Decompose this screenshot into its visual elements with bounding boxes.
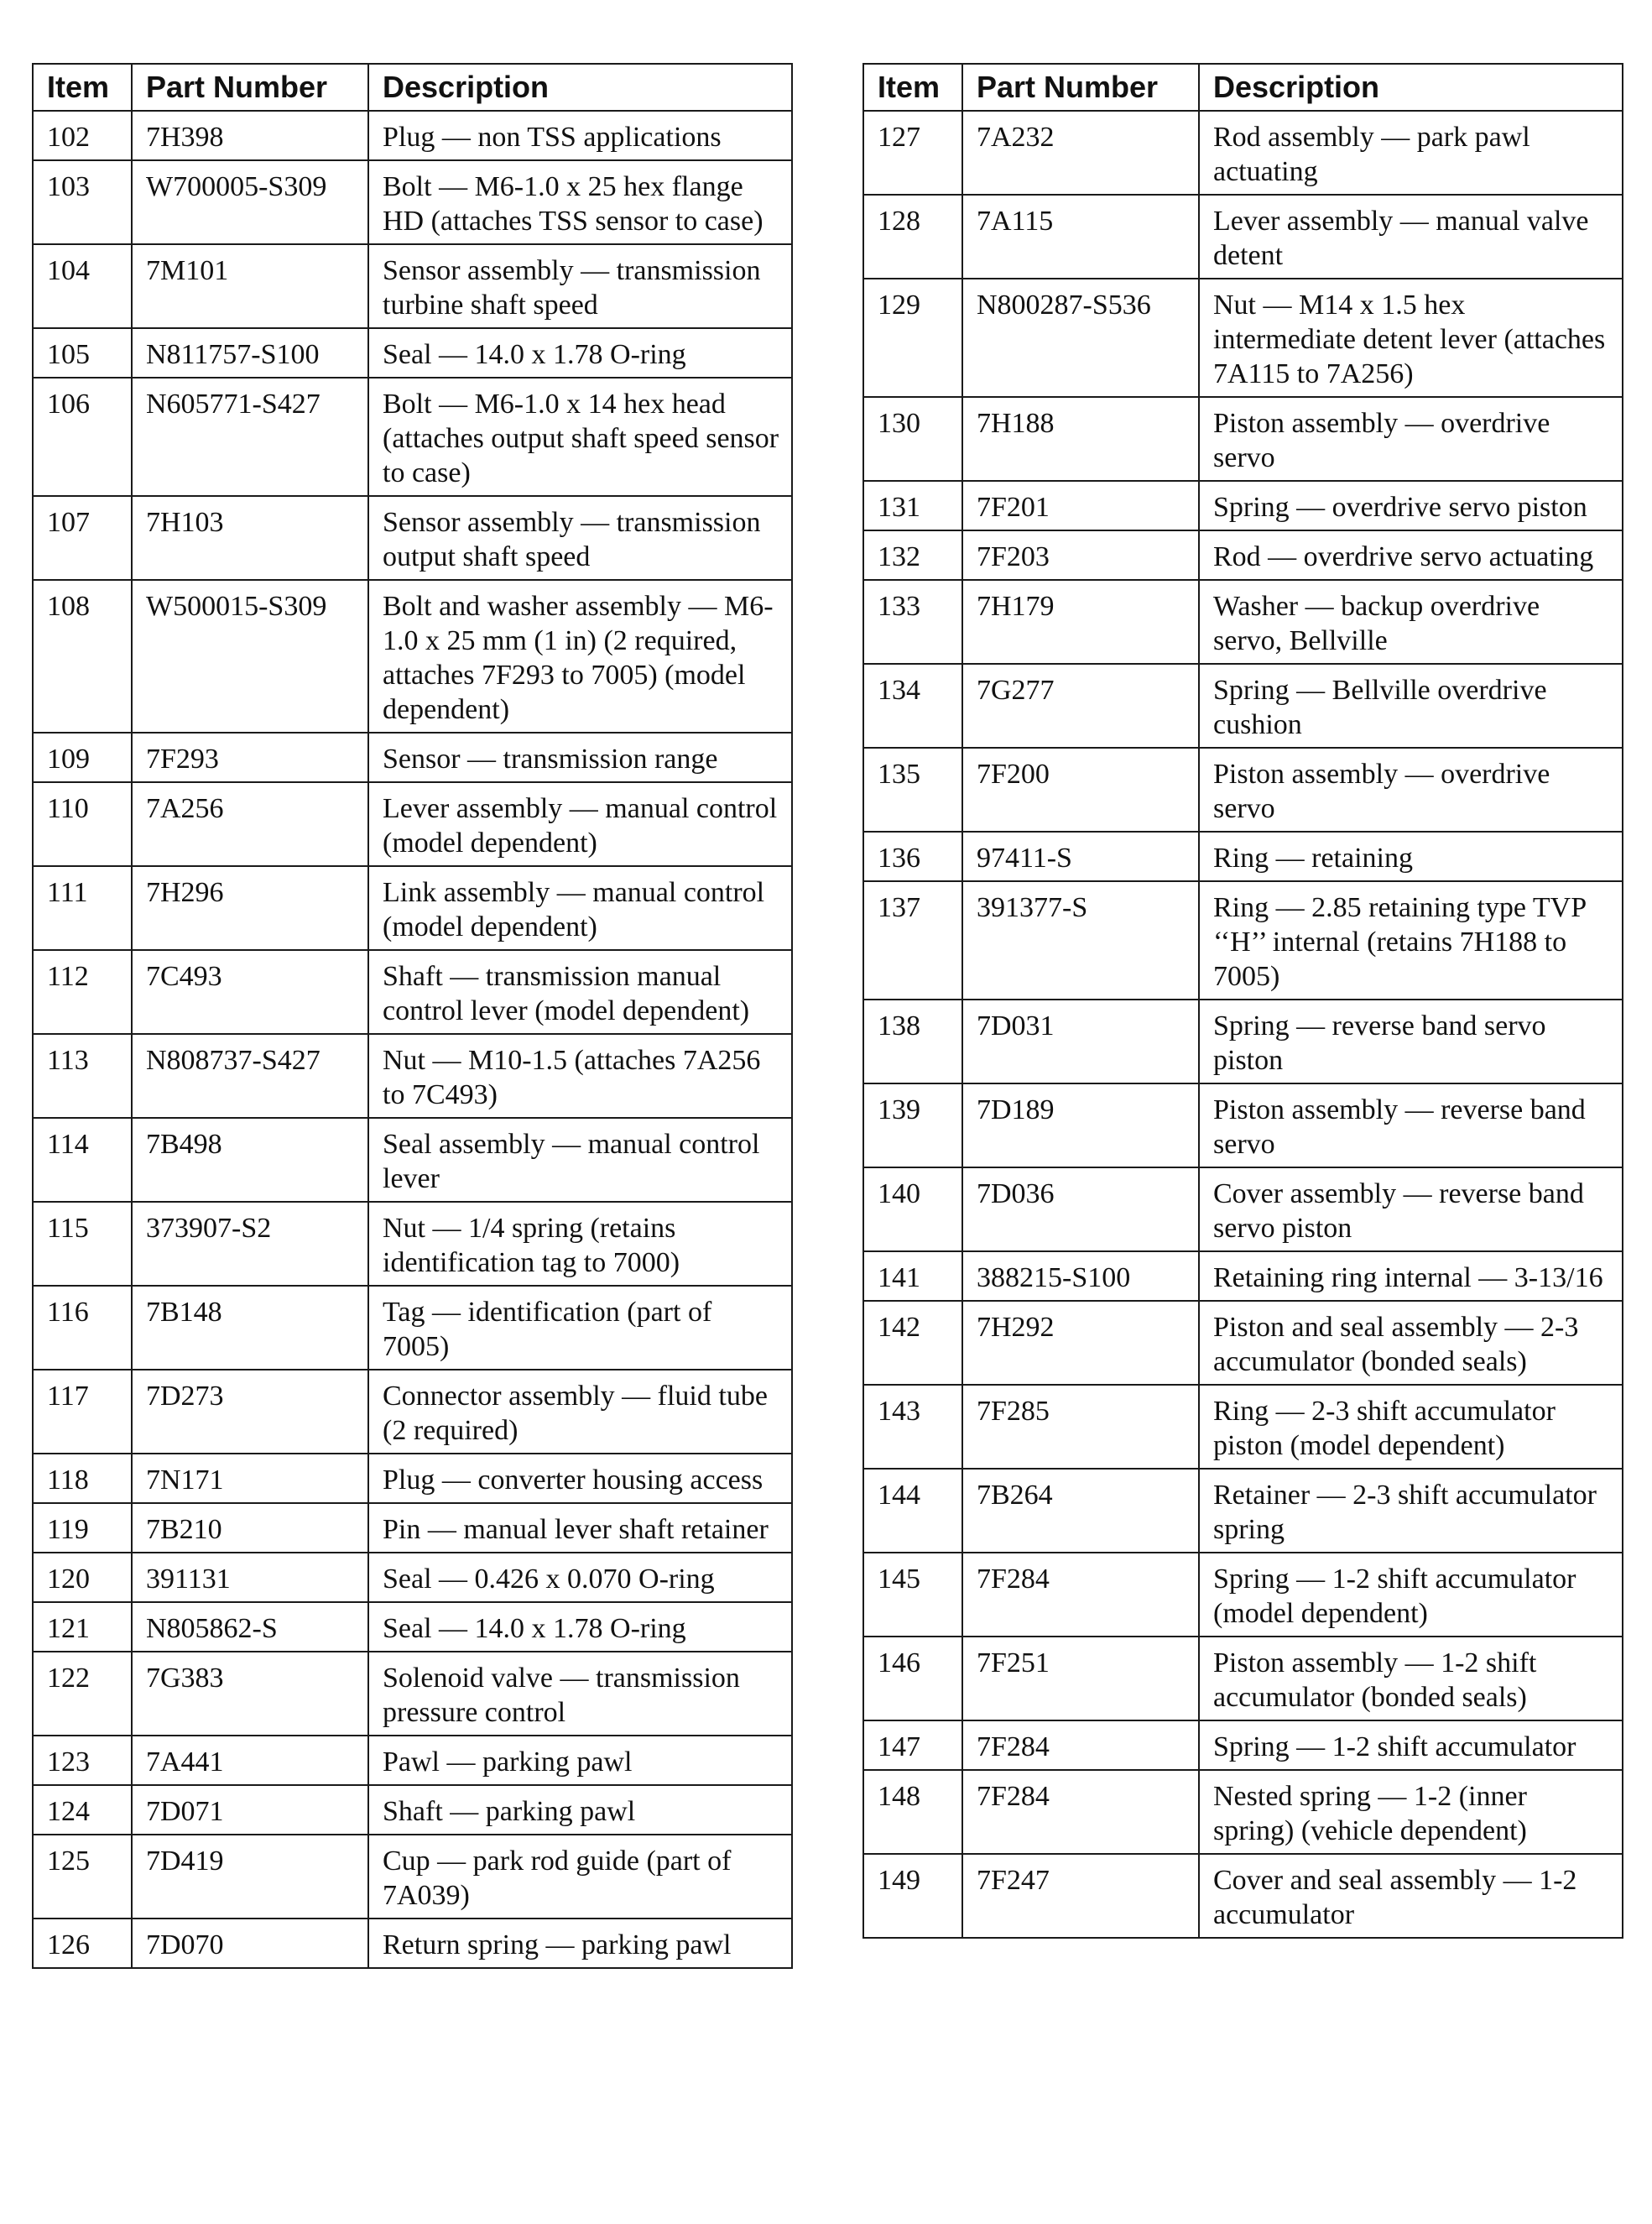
table-row bbox=[863, 195, 1623, 279]
description-cell: Pin — manual lever shaft retainer bbox=[368, 1503, 792, 1553]
description-cell: Seal assembly — manual control lever bbox=[368, 1118, 792, 1202]
part-number-cell: 7F247 bbox=[962, 1854, 1199, 1938]
table-row bbox=[33, 496, 792, 580]
part-number-cell: 7H292 bbox=[962, 1301, 1199, 1385]
description-cell: Piston assembly — overdrive servo bbox=[1199, 748, 1623, 832]
table-header-row bbox=[33, 64, 792, 111]
description-cell: Washer — backup overdrive servo, Bellville bbox=[1199, 580, 1623, 664]
table-row bbox=[863, 1251, 1623, 1301]
part-number-cell: 7F293 bbox=[132, 733, 368, 782]
item-cell: 144 bbox=[863, 1469, 962, 1553]
description-cell: Seal — 14.0 x 1.78 O-ring bbox=[368, 328, 792, 378]
parts-table-right bbox=[862, 63, 1623, 1939]
table-row bbox=[33, 378, 792, 496]
item-cell: 122 bbox=[33, 1652, 132, 1736]
description-cell: Shaft — parking pawl bbox=[368, 1785, 792, 1835]
table-row bbox=[863, 279, 1623, 397]
part-number-cell: N811757-S100 bbox=[132, 328, 368, 378]
description-cell: Piston and seal assembly — 2-3 accumulator (bonded seals) bbox=[1199, 1301, 1623, 1385]
description-cell: Seal — 14.0 x 1.78 O-ring bbox=[368, 1602, 792, 1652]
description-cell: Link assembly — manual control (model dependent) bbox=[368, 866, 792, 950]
part-number-cell: 388215-S100 bbox=[962, 1251, 1199, 1301]
table-row bbox=[33, 160, 792, 244]
description-cell: Nested spring — 1-2 (inner spring) (vehicle dependent) bbox=[1199, 1770, 1623, 1854]
part-number-cell: N605771-S427 bbox=[132, 378, 368, 496]
description-cell: Plug — converter housing access bbox=[368, 1454, 792, 1503]
table-row bbox=[863, 664, 1623, 748]
part-number-cell: 373907-S2 bbox=[132, 1202, 368, 1286]
table-row bbox=[33, 1118, 792, 1202]
item-cell: 119 bbox=[33, 1503, 132, 1553]
part-number-cell: N808737-S427 bbox=[132, 1034, 368, 1118]
table-row bbox=[863, 111, 1623, 195]
table-row bbox=[33, 1503, 792, 1553]
table-body-left bbox=[33, 111, 792, 1968]
item-cell: 117 bbox=[33, 1370, 132, 1454]
table-row bbox=[33, 733, 792, 782]
description-cell: Piston assembly — 1-2 shift accumulator (bonded seals) bbox=[1199, 1637, 1623, 1720]
item-cell: 127 bbox=[863, 111, 962, 195]
item-cell: 121 bbox=[33, 1602, 132, 1652]
table-row bbox=[33, 1602, 792, 1652]
column-header-part-number: Part Number bbox=[132, 64, 368, 111]
table-row bbox=[33, 950, 792, 1034]
column-header-description: Description bbox=[368, 64, 792, 111]
item-cell: 126 bbox=[33, 1919, 132, 1968]
part-number-cell: 7C493 bbox=[132, 950, 368, 1034]
part-number-cell: 7F203 bbox=[962, 530, 1199, 580]
item-cell: 139 bbox=[863, 1083, 962, 1167]
part-number-cell: W500015-S309 bbox=[132, 580, 368, 733]
table-row bbox=[33, 1202, 792, 1286]
part-number-cell: 7B264 bbox=[962, 1469, 1199, 1553]
part-number-cell: 7H179 bbox=[962, 580, 1199, 664]
item-cell: 132 bbox=[863, 530, 962, 580]
part-number-cell: 7A441 bbox=[132, 1736, 368, 1785]
table-row bbox=[33, 1919, 792, 1968]
description-cell: Sensor — transmission range bbox=[368, 733, 792, 782]
item-cell: 149 bbox=[863, 1854, 962, 1938]
part-number-cell: 7F284 bbox=[962, 1720, 1199, 1770]
table-row bbox=[863, 832, 1623, 881]
part-number-cell: 7H296 bbox=[132, 866, 368, 950]
description-cell: Ring — 2-3 shift accumulator piston (model dependent) bbox=[1199, 1385, 1623, 1469]
part-number-cell: N800287-S536 bbox=[962, 279, 1199, 397]
table-row bbox=[33, 111, 792, 160]
part-number-cell: 97411-S bbox=[962, 832, 1199, 881]
part-number-cell: 7D273 bbox=[132, 1370, 368, 1454]
column-header-item: Item bbox=[863, 64, 962, 111]
description-cell: Ring — 2.85 retaining type TVP ‘‘H’’ internal (retains 7H188 to 7005) bbox=[1199, 881, 1623, 1000]
description-cell: Bolt — M6-1.0 x 25 hex flange HD (attaches TSS sensor to case) bbox=[368, 160, 792, 244]
item-cell: 110 bbox=[33, 782, 132, 866]
description-cell: Plug — non TSS applications bbox=[368, 111, 792, 160]
table-row bbox=[33, 1835, 792, 1919]
description-cell: Seal — 0.426 x 0.070 O-ring bbox=[368, 1553, 792, 1602]
table-row bbox=[863, 1301, 1623, 1385]
description-cell: Lever assembly — manual control (model dependent) bbox=[368, 782, 792, 866]
part-number-cell: 7H103 bbox=[132, 496, 368, 580]
item-cell: 125 bbox=[33, 1835, 132, 1919]
item-cell: 134 bbox=[863, 664, 962, 748]
table-row bbox=[863, 1637, 1623, 1720]
part-number-cell: 7F285 bbox=[962, 1385, 1199, 1469]
description-cell: Spring — overdrive servo piston bbox=[1199, 481, 1623, 530]
table-row bbox=[33, 1454, 792, 1503]
parts-table-left bbox=[32, 63, 793, 1969]
table-row bbox=[33, 1370, 792, 1454]
description-cell: Spring — reverse band servo piston bbox=[1199, 1000, 1623, 1083]
part-number-cell: 7G277 bbox=[962, 664, 1199, 748]
part-number-cell: 7A256 bbox=[132, 782, 368, 866]
table-row bbox=[863, 1720, 1623, 1770]
table-row bbox=[863, 1385, 1623, 1469]
part-number-cell: N805862-S bbox=[132, 1602, 368, 1652]
item-cell: 145 bbox=[863, 1553, 962, 1637]
description-cell: Rod assembly — park pawl actuating bbox=[1199, 111, 1623, 195]
item-cell: 103 bbox=[33, 160, 132, 244]
item-cell: 142 bbox=[863, 1301, 962, 1385]
table-row bbox=[863, 1469, 1623, 1553]
table-row bbox=[33, 580, 792, 733]
column-header-part-number: Part Number bbox=[962, 64, 1199, 111]
description-cell: Bolt and washer assembly — M6-1.0 x 25 mm (1 in) (2 required, attaches 7F293 to 7005) (model dependent) bbox=[368, 580, 792, 733]
description-cell: Lever assembly — manual valve detent bbox=[1199, 195, 1623, 279]
item-cell: 106 bbox=[33, 378, 132, 496]
part-number-cell: 7A232 bbox=[962, 111, 1199, 195]
part-number-cell: 391131 bbox=[132, 1553, 368, 1602]
part-number-cell: 7D031 bbox=[962, 1000, 1199, 1083]
table-row bbox=[33, 328, 792, 378]
part-number-cell: 7F284 bbox=[962, 1770, 1199, 1854]
table-row bbox=[863, 580, 1623, 664]
item-cell: 131 bbox=[863, 481, 962, 530]
description-cell: Ring — retaining bbox=[1199, 832, 1623, 881]
table-row bbox=[33, 866, 792, 950]
item-cell: 104 bbox=[33, 244, 132, 328]
description-cell: Nut — M14 x 1.5 hex intermediate detent lever (attaches 7A115 to 7A256) bbox=[1199, 279, 1623, 397]
part-number-cell: 7F251 bbox=[962, 1637, 1199, 1720]
description-cell: Spring — 1-2 shift accumulator (model dependent) bbox=[1199, 1553, 1623, 1637]
item-cell: 135 bbox=[863, 748, 962, 832]
table-row bbox=[863, 1083, 1623, 1167]
table-row bbox=[863, 1553, 1623, 1637]
part-number-cell: 391377-S bbox=[962, 881, 1199, 1000]
item-cell: 115 bbox=[33, 1202, 132, 1286]
description-cell: Solenoid valve — transmission pressure control bbox=[368, 1652, 792, 1736]
part-number-cell: 7M101 bbox=[132, 244, 368, 328]
description-cell: Cup — park rod guide (part of 7A039) bbox=[368, 1835, 792, 1919]
item-cell: 133 bbox=[863, 580, 962, 664]
description-cell: Sensor assembly — transmission output shaft speed bbox=[368, 496, 792, 580]
item-cell: 140 bbox=[863, 1167, 962, 1251]
part-number-cell: 7B148 bbox=[132, 1286, 368, 1370]
table-body-right bbox=[863, 111, 1623, 1938]
description-cell: Cover and seal assembly — 1-2 accumulator bbox=[1199, 1854, 1623, 1938]
description-cell: Pawl — parking pawl bbox=[368, 1736, 792, 1785]
part-number-cell: 7F201 bbox=[962, 481, 1199, 530]
part-number-cell: 7F200 bbox=[962, 748, 1199, 832]
item-cell: 118 bbox=[33, 1454, 132, 1503]
item-cell: 143 bbox=[863, 1385, 962, 1469]
item-cell: 108 bbox=[33, 580, 132, 733]
column-header-description: Description bbox=[1199, 64, 1623, 111]
description-cell: Bolt — M6-1.0 x 14 hex head (attaches output shaft speed sensor to case) bbox=[368, 378, 792, 496]
part-number-cell: 7B210 bbox=[132, 1503, 368, 1553]
description-cell: Spring — Bellville overdrive cushion bbox=[1199, 664, 1623, 748]
description-cell: Retaining ring internal — 3-13/16 bbox=[1199, 1251, 1623, 1301]
part-number-cell: 7D070 bbox=[132, 1919, 368, 1968]
item-cell: 124 bbox=[33, 1785, 132, 1835]
item-cell: 111 bbox=[33, 866, 132, 950]
table-row bbox=[33, 1652, 792, 1736]
description-cell: Retainer — 2-3 shift accumulator spring bbox=[1199, 1469, 1623, 1553]
table-row bbox=[863, 1167, 1623, 1251]
table-row bbox=[863, 397, 1623, 481]
description-cell: Tag — identification (part of 7005) bbox=[368, 1286, 792, 1370]
table-row bbox=[863, 881, 1623, 1000]
item-cell: 148 bbox=[863, 1770, 962, 1854]
table-row bbox=[863, 748, 1623, 832]
description-cell: Nut — 1/4 spring (retains identification tag to 7000) bbox=[368, 1202, 792, 1286]
item-cell: 109 bbox=[33, 733, 132, 782]
table-row bbox=[33, 1034, 792, 1118]
item-cell: 105 bbox=[33, 328, 132, 378]
item-cell: 123 bbox=[33, 1736, 132, 1785]
item-cell: 107 bbox=[33, 496, 132, 580]
item-cell: 138 bbox=[863, 1000, 962, 1083]
description-cell: Nut — M10-1.5 (attaches 7A256 to 7C493) bbox=[368, 1034, 792, 1118]
table-row bbox=[33, 244, 792, 328]
table-row bbox=[863, 1000, 1623, 1083]
item-cell: 129 bbox=[863, 279, 962, 397]
description-cell: Connector assembly — fluid tube (2 required) bbox=[368, 1370, 792, 1454]
description-cell: Piston assembly — overdrive servo bbox=[1199, 397, 1623, 481]
part-number-cell: 7N171 bbox=[132, 1454, 368, 1503]
item-cell: 130 bbox=[863, 397, 962, 481]
part-number-cell: W700005-S309 bbox=[132, 160, 368, 244]
table-row bbox=[33, 782, 792, 866]
item-cell: 128 bbox=[863, 195, 962, 279]
description-cell: Shaft — transmission manual control lever (model dependent) bbox=[368, 950, 792, 1034]
part-number-cell: 7G383 bbox=[132, 1652, 368, 1736]
description-cell: Sensor assembly — transmission turbine shaft speed bbox=[368, 244, 792, 328]
table-row bbox=[33, 1785, 792, 1835]
description-cell: Rod — overdrive servo actuating bbox=[1199, 530, 1623, 580]
table-row bbox=[863, 481, 1623, 530]
description-cell: Piston assembly — reverse band servo bbox=[1199, 1083, 1623, 1167]
item-cell: 136 bbox=[863, 832, 962, 881]
table-row bbox=[33, 1736, 792, 1785]
part-number-cell: 7D419 bbox=[132, 1835, 368, 1919]
table-row bbox=[863, 1770, 1623, 1854]
table-row bbox=[863, 1854, 1623, 1938]
item-cell: 116 bbox=[33, 1286, 132, 1370]
part-number-cell: 7F284 bbox=[962, 1553, 1199, 1637]
table-row bbox=[33, 1286, 792, 1370]
description-cell: Return spring — parking pawl bbox=[368, 1919, 792, 1968]
item-cell: 113 bbox=[33, 1034, 132, 1118]
item-cell: 137 bbox=[863, 881, 962, 1000]
table-header-row bbox=[863, 64, 1623, 111]
part-number-cell: 7A115 bbox=[962, 195, 1199, 279]
item-cell: 112 bbox=[33, 950, 132, 1034]
table-row bbox=[33, 1553, 792, 1602]
part-number-cell: 7H398 bbox=[132, 111, 368, 160]
item-cell: 120 bbox=[33, 1553, 132, 1602]
description-cell: Spring — 1-2 shift accumulator bbox=[1199, 1720, 1623, 1770]
item-cell: 114 bbox=[33, 1118, 132, 1202]
part-number-cell: 7B498 bbox=[132, 1118, 368, 1202]
part-number-cell: 7D036 bbox=[962, 1167, 1199, 1251]
item-cell: 146 bbox=[863, 1637, 962, 1720]
item-cell: 147 bbox=[863, 1720, 962, 1770]
table-row bbox=[863, 530, 1623, 580]
part-number-cell: 7D189 bbox=[962, 1083, 1199, 1167]
column-header-item: Item bbox=[33, 64, 132, 111]
part-number-cell: 7D071 bbox=[132, 1785, 368, 1835]
description-cell: Cover assembly — reverse band servo piston bbox=[1199, 1167, 1623, 1251]
item-cell: 141 bbox=[863, 1251, 962, 1301]
part-number-cell: 7H188 bbox=[962, 397, 1199, 481]
item-cell: 102 bbox=[33, 111, 132, 160]
